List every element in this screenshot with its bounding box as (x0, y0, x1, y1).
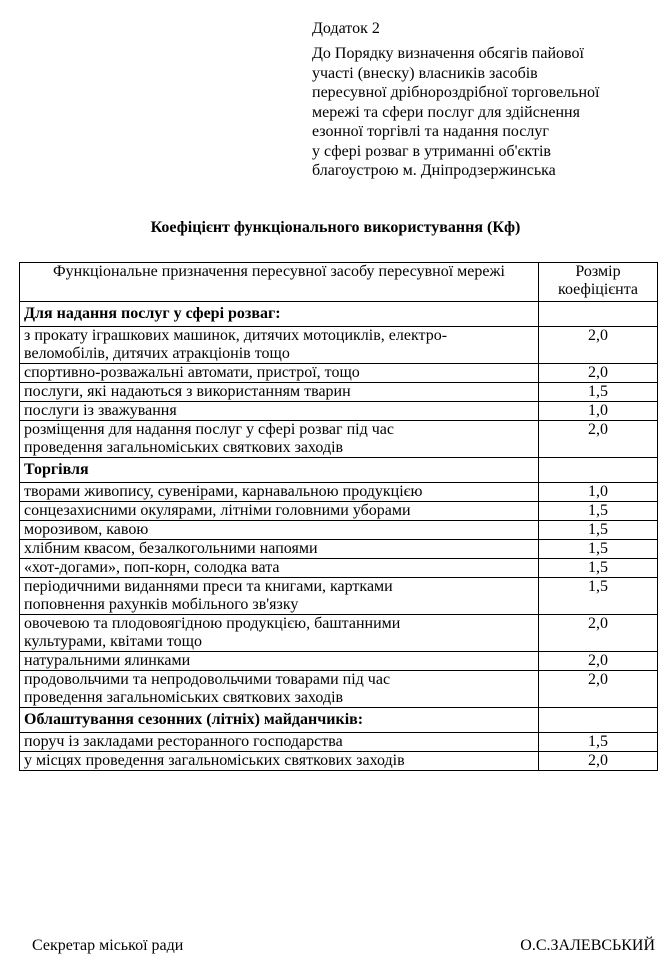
row-description (20, 383, 539, 402)
table-row (20, 733, 658, 752)
row-description-line: поповнення рахунків мобільного зв'язку (24, 596, 299, 613)
row-description (20, 752, 539, 771)
row-description-line: натуральними ялинками (24, 652, 191, 669)
row-description-line: творами живопису, сувенірами, карнавальною продукцією (24, 483, 423, 500)
row-description (20, 578, 539, 615)
row-description-line: періодичними виданнями преси та книгами, картками (24, 578, 393, 595)
section-value-empty (539, 458, 658, 483)
row-description-line: «хот-догами», поп-корн, солодка вата (24, 559, 280, 576)
row-description-line: морозивом, кавою (24, 521, 149, 538)
section-title: Торгівля (20, 458, 539, 483)
row-description (20, 521, 539, 540)
table-header-row (20, 263, 658, 302)
table-row (20, 364, 658, 383)
preamble-line: До Порядку визначення обсягів пайової (312, 45, 584, 62)
row-coefficient: 2,0 (539, 652, 658, 671)
row-description-line: поруч із закладами ресторанного господарства (24, 733, 343, 750)
table-row (20, 540, 658, 559)
row-description-line: веломобілів, дитячих атракціонів тощо (24, 345, 290, 362)
table-row (20, 671, 658, 708)
row-description (20, 559, 539, 578)
preamble-line: участі (внеску) власників засобів (312, 64, 538, 82)
document-title: Коефіцієнт функціонального використування (Кф) (150, 219, 521, 236)
row-coefficient: 2,0 (539, 364, 658, 383)
section-value-empty (539, 708, 658, 733)
appendix-label: Додаток 2 (312, 20, 380, 37)
row-description (20, 502, 539, 521)
row-coefficient: 1,5 (539, 733, 658, 752)
row-description-line: розміщення для надання послуг у сфері розваг під час (24, 421, 394, 438)
table-row (20, 521, 658, 540)
row-description-line: послуги із зважування (24, 402, 177, 419)
table-row (20, 502, 658, 521)
preamble (312, 44, 599, 181)
row-coefficient: 2,0 (539, 752, 658, 771)
row-coefficient: 1,5 (539, 383, 658, 402)
row-coefficient: 1,0 (539, 483, 658, 502)
table-row (20, 421, 658, 458)
preamble-line: езонної торгівлі та надання послуг (312, 123, 549, 140)
header-coefficient-line2: коефіцієнта (558, 281, 638, 298)
signer-name: О.С.ЗАЛЕВСЬКИЙ (520, 937, 655, 954)
row-coefficient: 1,5 (539, 521, 658, 540)
row-description-line: культурами, квітами тощо (24, 633, 202, 650)
row-description (20, 733, 539, 752)
header-coefficient-line1: Розмір (575, 263, 621, 280)
section-value-empty (539, 302, 658, 327)
row-description-line: з прокату іграшкових машинок, дитячих мотоциклів, електро- (24, 327, 448, 344)
row-description-line: сонцезахисними окулярами, літніми головними уборами (24, 502, 411, 519)
row-description-line: у місцях проведення загальноміських святкових заходів (24, 752, 405, 769)
row-description-line: спортивно-розважальні автомати, пристрої, тощо (24, 364, 360, 381)
section-row (20, 708, 658, 733)
row-description-line: послуги, які надаються з використанням тварин (24, 383, 351, 400)
row-description (20, 402, 539, 421)
coefficient-table (19, 262, 658, 771)
table-row (20, 559, 658, 578)
row-description-line: овочевою та плодовоягідною продукцією, баштанними (24, 615, 401, 632)
table-row (20, 615, 658, 652)
row-coefficient: 1,5 (539, 559, 658, 578)
row-description (20, 671, 539, 708)
header-coefficient-size (539, 263, 658, 302)
table-row (20, 752, 658, 771)
table-row (20, 383, 658, 402)
table-body (20, 302, 658, 771)
row-coefficient: 1,0 (539, 402, 658, 421)
row-description-line: проведення загальноміських святкових заходів (24, 439, 344, 456)
table-row (20, 483, 658, 502)
preamble-line: мережі та сфери послуг для здійснення (312, 103, 580, 121)
section-row (20, 302, 658, 327)
row-coefficient: 1,5 (539, 540, 658, 559)
row-coefficient: 2,0 (539, 421, 658, 458)
row-description (20, 540, 539, 559)
row-description (20, 652, 539, 671)
section-title: Для надання послуг у сфері розваг: (20, 302, 539, 327)
row-coefficient: 2,0 (539, 615, 658, 652)
row-coefficient: 2,0 (539, 327, 658, 364)
table-row (20, 327, 658, 364)
row-description-line: продовольчими та непродовольчими товарами під час (24, 671, 391, 688)
table-row (20, 402, 658, 421)
row-coefficient: 1,5 (539, 578, 658, 615)
row-coefficient: 2,0 (539, 671, 658, 708)
preamble-line: у сфері розваг в утриманні об'єктів (312, 142, 551, 160)
row-description (20, 483, 539, 502)
signer-role: Секретар міської ради (32, 937, 184, 954)
table-row (20, 578, 658, 615)
row-description-line: хлібним квасом, безалкогольними напоями (24, 540, 318, 557)
section-row (20, 458, 658, 483)
section-title: Облаштування сезонних (літніх) майданчиків: (20, 708, 539, 733)
row-description (20, 364, 539, 383)
preamble-line: пересувної дрібнороздрібної торговельної (312, 84, 600, 101)
preamble-line: благоустрою м. Дніпродзержинська (312, 162, 556, 179)
table-row (20, 652, 658, 671)
header-function-purpose: Функціональне призначення пересувної засобу пересувної мережі (20, 263, 539, 302)
row-coefficient: 1,5 (539, 502, 658, 521)
row-description (20, 615, 539, 652)
row-description (20, 327, 539, 364)
row-description (20, 421, 539, 458)
row-description-line: проведення загальноміських святкових заходів (24, 689, 344, 706)
